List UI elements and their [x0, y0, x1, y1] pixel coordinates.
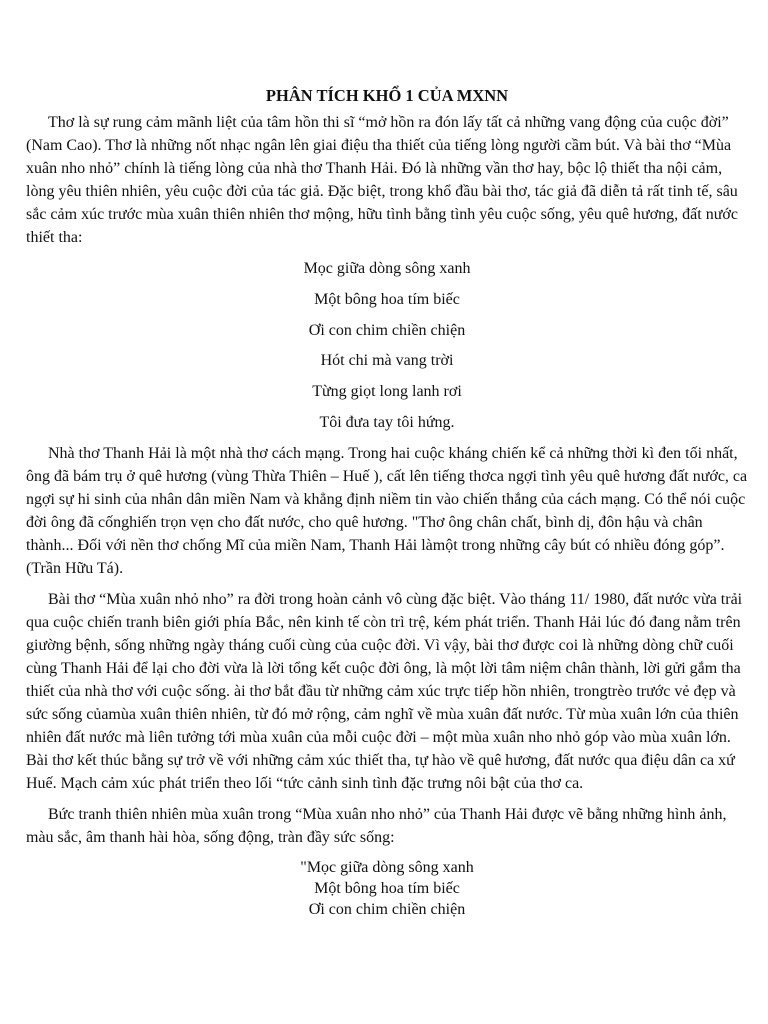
poem-line: Mọc giữa dòng sông xanh — [303, 260, 471, 277]
poem-line: Tôi đưa tay tôi hứng. — [319, 413, 455, 431]
poem-line: Một bông hoa tím biếc — [314, 290, 460, 308]
document-page — [26, 84, 748, 920]
poem-line: Ơi con chim chiền chiện — [308, 321, 466, 339]
poem-line: Từng giọt long lanh rơi — [312, 383, 462, 401]
spacer — [26, 849, 748, 857]
poem-line: Một bông hoa tím biếc — [314, 879, 460, 897]
paragraph-context: Bài thơ “Mùa xuân nhỏ nho” ra đời trong hoàn cảnh vô cùng đặc biệt. Vào tháng 11/ 1980, đất nước vừa trải qua cuộc chiến tranh biên giới phía Bắc, nên kinh tế còn trì trệ, kém phát triển. Thanh Hải lúc đó đang nằm trên giường bệnh, sống những ngày tháng cuối cùng của cuộc đời. Vì vậy, bài thơ được coi là những dòng chữ cuối cùng Thanh Hải để lại cho đời vừa là lời tổng kết cuộc đời ông, là một lời tâm niệm chân thành, lời gửi gắm tha thiết của nhà thơ với cuộc sống. ài thơ bắt đầu từ những cảm xúc trực tiếp hồn nhiên, trongtrèo trước vẻ đẹp và sức sống củamùa xuân thiên nhiên, từ đó mở rộng, cảm nghĩ về mùa xuân đất nước. Từ mùa xuân lớn của thiên nhiên đất nước mà liên tưởng tới mùa xuân của mỗi cuộc đời – một mùa xuân nho nhỏ góp vào mùa xuân lớn. Bài thơ kết thúc bằng sự trở về với những cảm xúc thiết tha, tự hào về quê hương, đất nước qua điệu dân ca xứ Huế. Mạch cảm xúc phát triển theo lối “tức cảnh sinh tình đặc trưng nôi bật của thơ ca. — [26, 590, 743, 792]
document-title: PHÂN TÍCH KHỔ 1 CỦA MXNN — [265, 86, 509, 105]
poem-stanza-2 — [26, 857, 748, 920]
paragraph-author: Nhà thơ Thanh Hải là một nhà thơ cách mạng. Trong hai cuộc kháng chiến kể cả những thời kì đen tối nhất, ông đã bám trụ ở quê hương (vùng Thừa Thiên – Huế ), cất lên tiếng thơca ngợi tình yêu quê hương đất nước, ca ngợi sự hi sinh của nhân dân miền Nam và khẳng định niềm tin vào chiến thắng của cách mạng. Có thể nói cuộc đời ông đã cốnghiến trọn vẹn cho đất nước, cho quê hương. "Thơ ông chân chất, bình dị, đôn hậu và chân thành... Đối với nền thơ chống Mĩ của miền Nam, Thanh Hải làmột trong những cây bút có nhiều đóng góp”. (Trần Hữu Tá). — [26, 444, 748, 577]
poem-line: "Mọc giữa dòng sông xanh — [300, 858, 474, 876]
poem-line: Ơi con chim chiền chiện — [308, 900, 466, 918]
poem-stanza-1 — [26, 257, 748, 434]
spacer — [26, 795, 748, 803]
paragraph-nature: Bức tranh thiên nhiên mùa xuân trong “Mùa xuân nho nhỏ” của Thanh Hải được vẽ bằng những hình ảnh, màu sắc, âm thanh hài hòa, sống động, tràn đầy sức sống: — [26, 805, 727, 846]
paragraph-intro: Thơ là sự rung cảm mãnh liệt của tâm hồn thi sĩ “mở hồn ra đón lấy tất cả những vang động của cuộc đời” (Nam Cao). Thơ là những nốt nhạc ngân lên giai điệu tha thiết của tiếng lòng người cầm bút. Và bài thơ “Mùa xuân nho nhỏ” chính là tiếng lòng của nhà thơ Thanh Hải. Đó là những vần thơ hay, bộc lộ thiết tha nội cảm, lòng yêu thiên nhiên, yêu cuộc đời của tác giả. Đặc biệt, trong khổ đầu bài thơ, tác giả đã diễn tả rất tinh tế, sâu sắc cảm xúc trước mùa xuân thiên nhiên thơ mộng, hữu tình bằng tình yêu cuộc sống, yêu quê hương, đất nước thiết tha: — [26, 114, 738, 246]
spacer — [26, 580, 748, 588]
poem-line: Hót chi mà vang trời — [320, 352, 454, 370]
spacer — [26, 249, 748, 257]
